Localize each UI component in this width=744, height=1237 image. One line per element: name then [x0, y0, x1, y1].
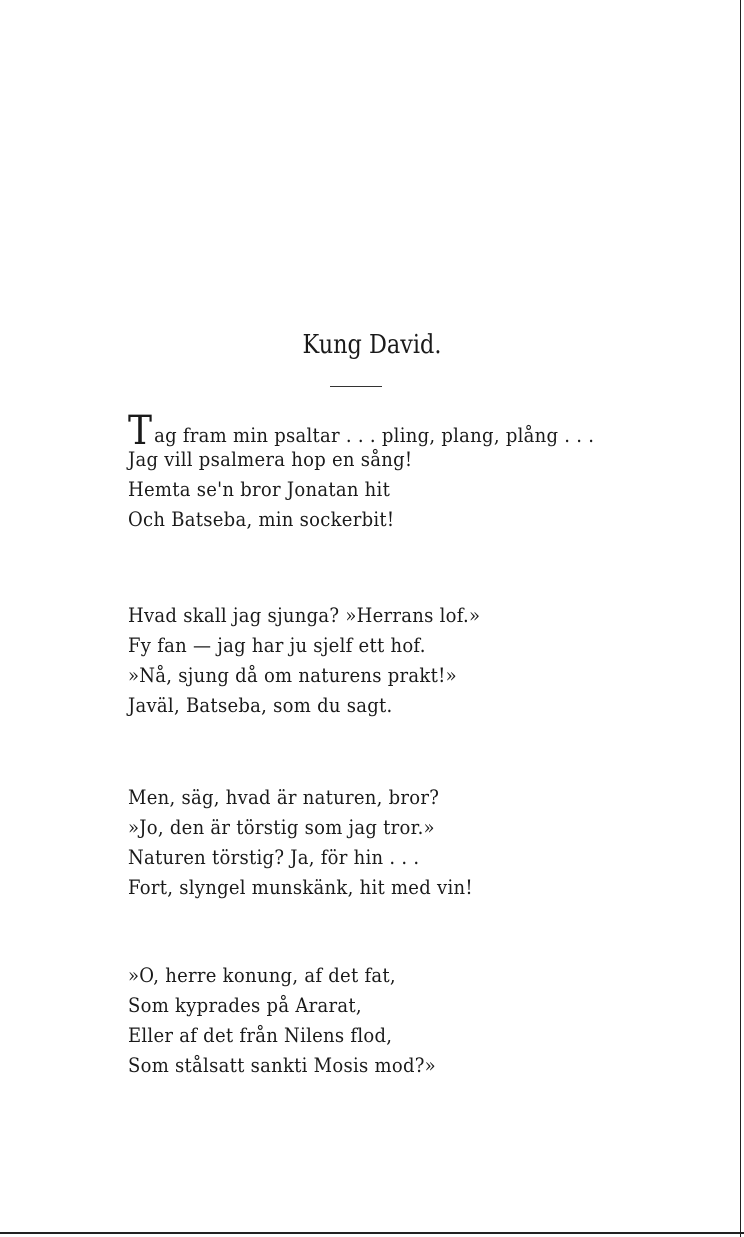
- stanza-1: [128, 408, 688, 534]
- stanza-line: Jag vill psalmera hop en sång!: [128, 447, 413, 471]
- stanza-line: »O, herre konung, af det fat,: [128, 963, 396, 987]
- stanza-line: Men, säg, hvad är naturen, bror?: [128, 785, 440, 809]
- stanza-line: Hvad skall jag sjunga? »Herrans lof.»: [128, 603, 481, 627]
- stanza-line: »Jo, den är törstig som jag tror.»: [128, 815, 435, 839]
- stanza-4: [128, 960, 688, 1080]
- stanza-line: Fy fan — jag har ju sjelf ett hof.: [128, 633, 426, 657]
- stanza-line: [128, 408, 632, 454]
- stanza-line-text: ag fram min psaltar . . . pling, plang, plång . . .: [154, 423, 595, 447]
- stanza-line: Hemta se'n bror Jonatan hit: [128, 477, 391, 501]
- stanza-line: Som stålsatt sankti Mosis mod?»: [128, 1053, 436, 1077]
- title-divider: [330, 386, 382, 387]
- stanza-line: Eller af det från Nilens flod,: [128, 1023, 393, 1047]
- page-edge-right: [740, 0, 741, 1237]
- stanza-line: Som kyprades på Ararat,: [128, 993, 362, 1017]
- stanza-line: Javäl, Batseba, som du sagt.: [128, 693, 393, 717]
- stanza-line: »Nå, sjung då om naturens prakt!»: [128, 663, 457, 687]
- stanza-line: Fort, slyngel munskänk, hit med vin!: [128, 875, 473, 899]
- poem-title: Kung David.: [302, 330, 442, 360]
- stanza-2: [128, 600, 688, 720]
- page-edge-bottom: [0, 1232, 744, 1234]
- drop-cap: T: [128, 408, 153, 454]
- stanza-line: Naturen törstig? Ja, för hin . . .: [128, 845, 420, 869]
- stanza-line: Och Batseba, min sockerbit!: [128, 507, 395, 531]
- stanza-3: [128, 782, 688, 902]
